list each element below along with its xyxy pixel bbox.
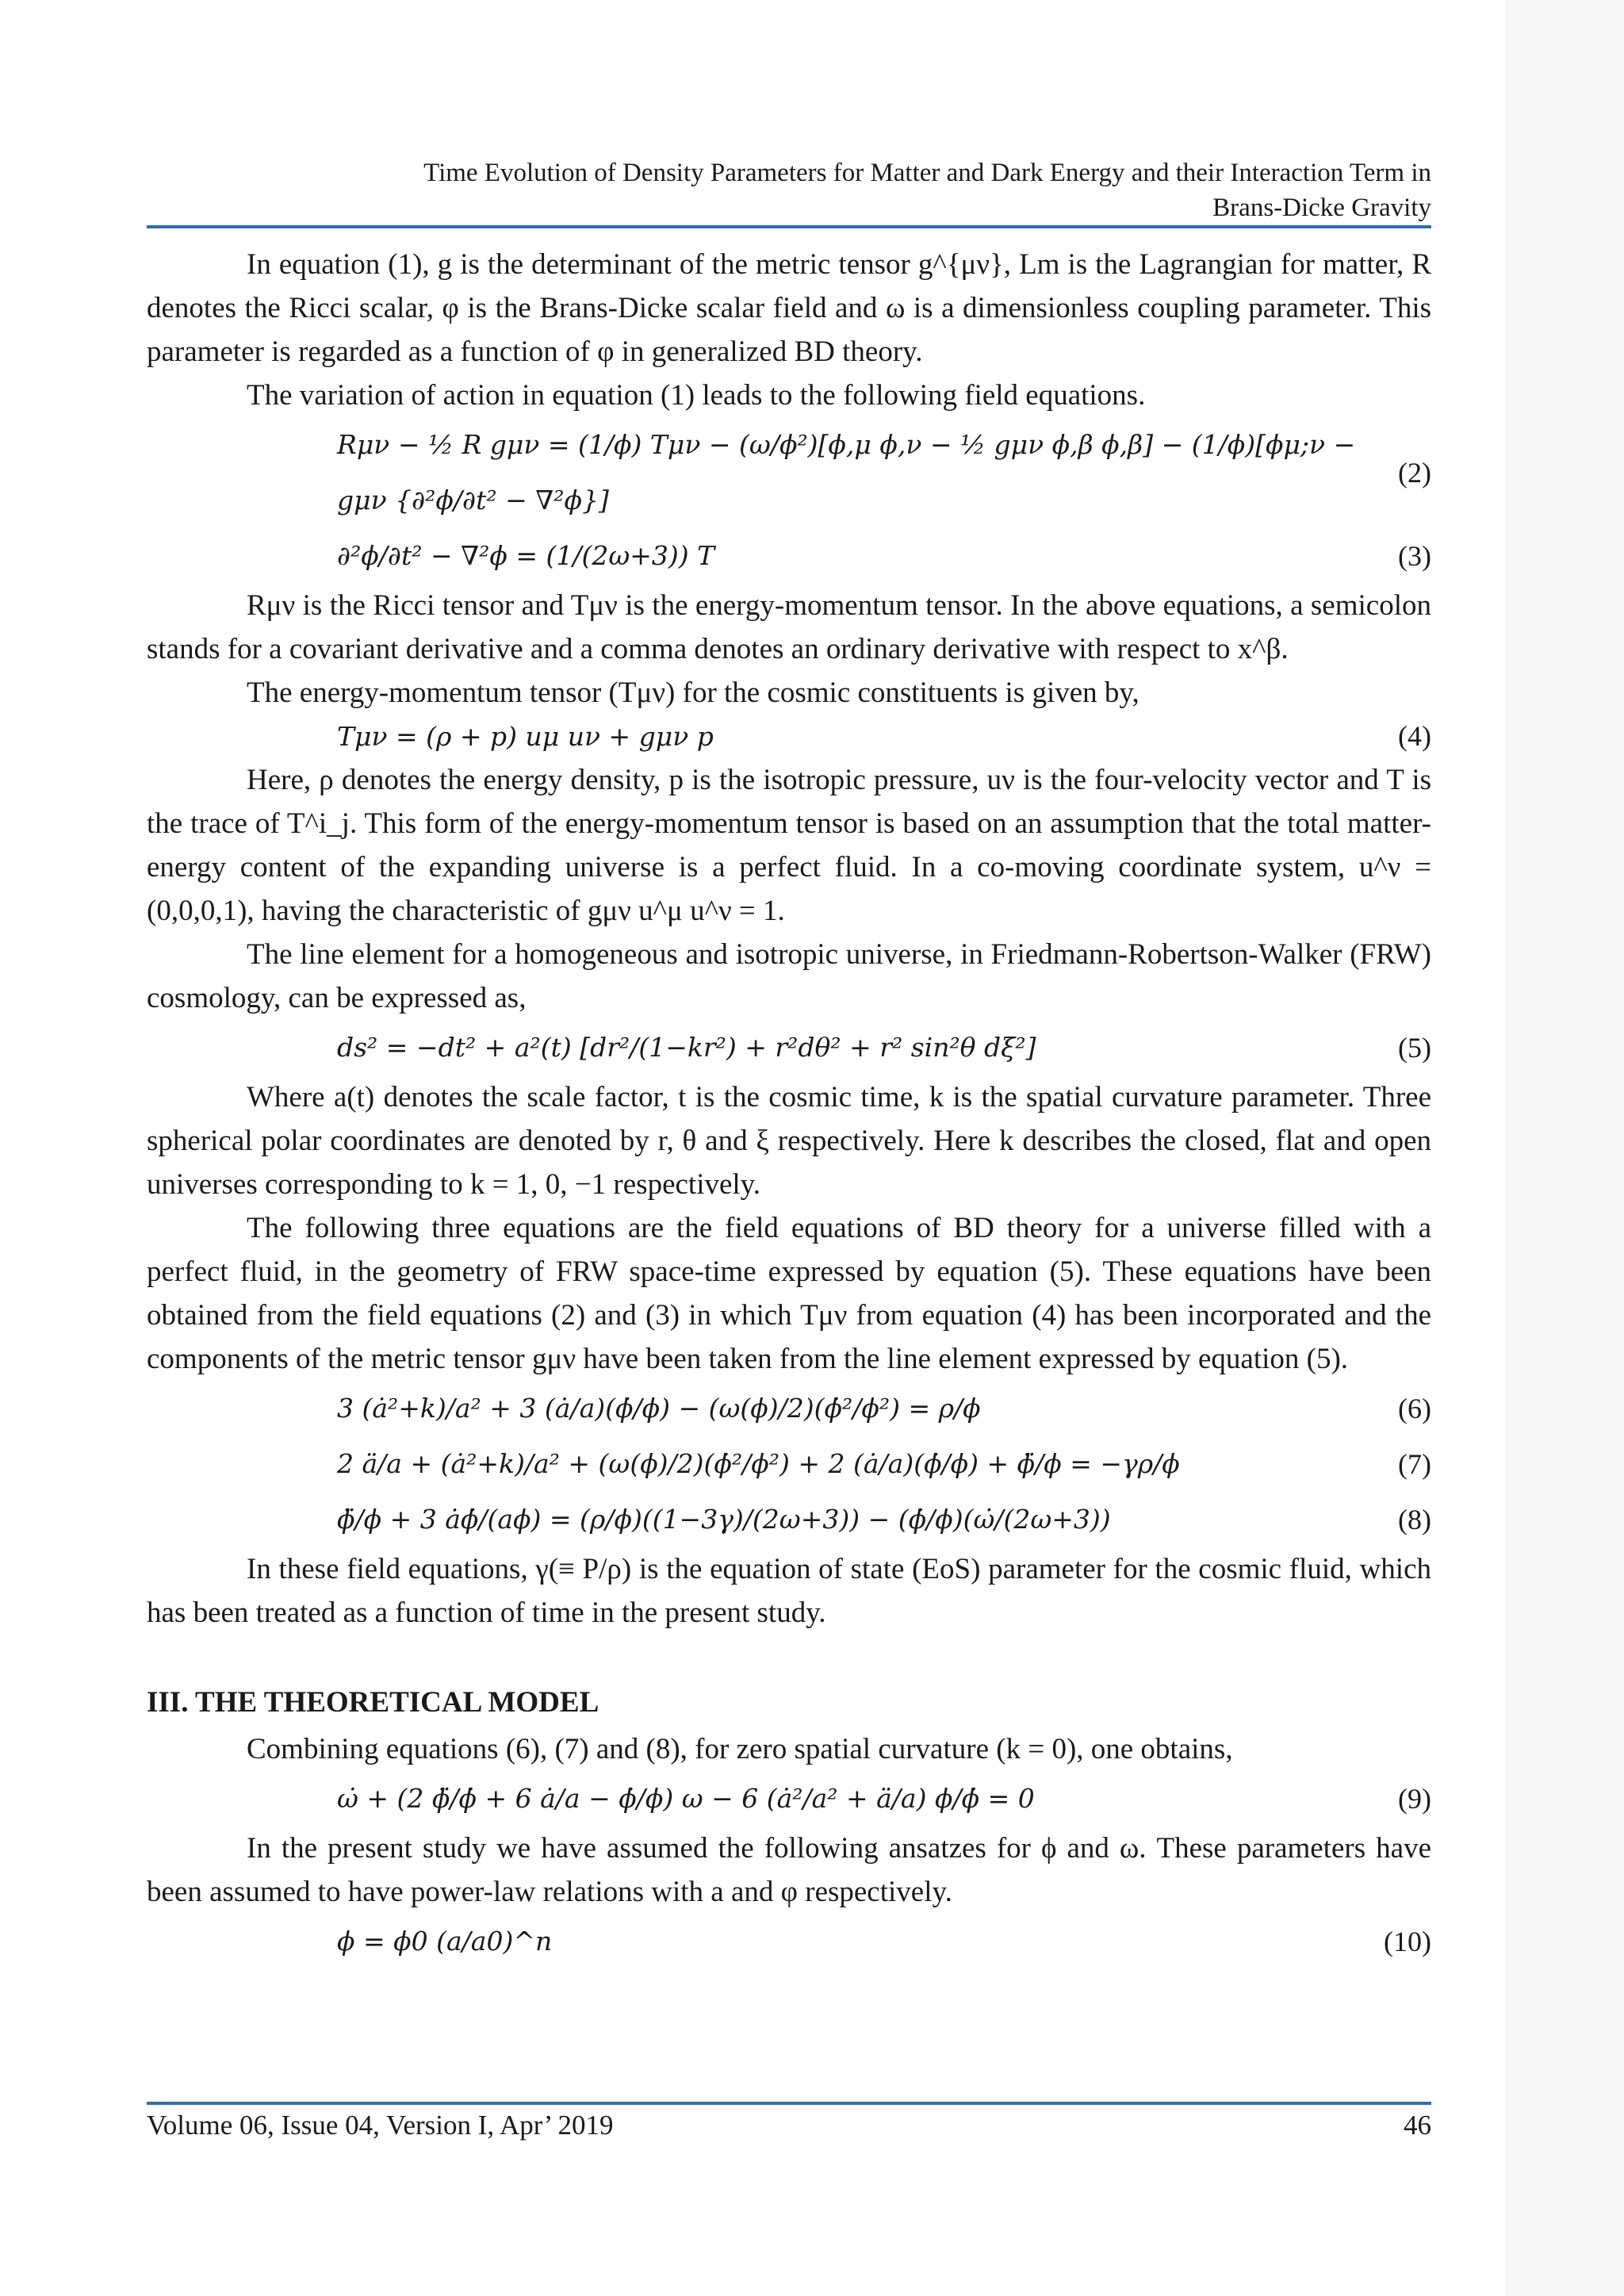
paragraph-4: The energy-momentum tensor (Tμν) for the cosmic constituents is given by, (247, 677, 1139, 709)
equation-6 (147, 1381, 1431, 1436)
equation-9-body: ω̇ + (2 ϕ̈/ϕ̇ + 6 ȧ/a − ϕ̇/ϕ) ω − 6 (ȧ²/a² + ä/a) ϕ/ϕ̇ = 0 (337, 1783, 1035, 1814)
equation-4-body: Tμν = (ρ + p) uμ uν + gμν p (337, 721, 714, 752)
paragraph-6: The line element for a homogeneous and isotropic universe, in Friedmann-Robertson-Walker (FRW) cosmology, can be expressed as, (147, 938, 1431, 1014)
page-edge-shadow (1505, 0, 1624, 2296)
equation-4 (147, 715, 1431, 758)
paragraph-1: In equation (1), g is the determinant of the metric tensor g^{μν}, Lm is the Lagrangian for matter, R denotes the Ricci scalar, φ is the Brans-Dicke scalar field and ω is a dimensionless coupling parameter. This parameter is regarded as a function of φ in generalized BD theory. (147, 248, 1431, 368)
equation-8 (147, 1492, 1431, 1547)
running-header (147, 155, 1431, 225)
footer-page-number: 46 (1404, 2110, 1431, 2141)
equation-5 (147, 1020, 1431, 1075)
equation-9 (147, 1771, 1431, 1826)
equation-7-number: (7) (1398, 1448, 1431, 1480)
equation-2 (147, 417, 1431, 528)
equation-10-number: (10) (1384, 1926, 1431, 1957)
equation-7-body: 2 ä/a + (ȧ²+k)/a² + (ω(ϕ)/2)(ϕ̇²/ϕ²) + 2 (ȧ/a)(ϕ̇/ϕ) + ϕ̈/ϕ = −γρ/ϕ (337, 1448, 1180, 1479)
header-divider (147, 225, 1431, 228)
equation-4-number: (4) (1398, 720, 1431, 752)
equation-10-body: ϕ = ϕ0 (a/a0)^n (337, 1926, 553, 1957)
paragraph-5: Here, ρ denotes the energy density, p is the isotropic pressure, uν is the four-velocity vector and T is the trace of T^i_j. This form of the energy-momentum tensor is based on an assumption that the total matter-energy content of the expanding universe is a perfect fluid. In a co-moving coordinate system, u^ν = (0,0,0,1), having the characteristic of gμν u^μ u^ν = 1. (147, 764, 1431, 927)
equation-6-body: 3 (ȧ²+k)/a² + 3 (ȧ/a)(ϕ̇/ϕ) − (ω(ϕ)/2)(ϕ̇²/ϕ²) = ρ/ϕ (337, 1393, 981, 1424)
equation-2-body: Rμν − ½ R gμν = (1/ϕ) Tμν − (ω/ϕ²)[ϕ,μ ϕ,ν − ½ gμν ϕ,β ϕ,β] − (1/ϕ)[ϕμ;ν − gμν {∂²ϕ/∂t² − ∇²ϕ}] (337, 429, 1356, 516)
equation-10 (147, 1914, 1431, 1969)
equation-8-number: (8) (1398, 1504, 1431, 1535)
paragraph-11: In the present study we have assumed the following ansatzes for ϕ and ω. These parameters have been assumed to have power-law relations with a and φ respectively. (147, 1832, 1431, 1908)
paragraph-9: In these field equations, γ(≡ P/ρ) is the equation of state (EoS) parameter for the cosmic fluid, which has been treated as a function of time in the present study. (147, 1553, 1431, 1629)
equation-3-body: ∂²ϕ/∂t² − ∇²ϕ = (1/(2ω+3)) T (337, 540, 715, 571)
equation-2-number: (2) (1398, 457, 1431, 489)
running-title-line2: Brans-Dicke Gravity (1212, 194, 1431, 222)
paragraph-8: The following three equations are the field equations of BD theory for a universe filled with a perfect fluid, in the geometry of FRW space-time expressed by equation (5). These equations have been obtained from the field equations (2) and (3) in which Tμν from equation (4) has been incorporated and the components of the metric tensor gμν have been taken from the line element expressed by equation (5). (147, 1212, 1431, 1375)
footer-divider (147, 2102, 1431, 2105)
equation-3-number: (3) (1398, 540, 1431, 572)
equation-8-body: ϕ̈/ϕ + 3 ȧϕ̇/(aϕ) = (ρ/ϕ)((1−3γ)/(2ω+3)) − (ϕ̇/ϕ)(ω̇/(2ω+3)) (337, 1504, 1111, 1535)
equation-5-number: (5) (1398, 1032, 1431, 1064)
equation-7 (147, 1436, 1431, 1492)
equation-9-number: (9) (1398, 1783, 1431, 1815)
running-title-line1: Time Evolution of Density Parameters for Matter and Dark Energy and their Interaction Term in (423, 159, 1431, 187)
paragraph-2: The variation of action in equation (1) leads to the following field equations. (247, 379, 1146, 412)
section-heading: III. THE THEORETICAL MODEL (147, 1686, 599, 1719)
equation-3 (147, 528, 1431, 584)
equation-5-body: ds² = −dt² + a²(t) [dr²/(1−kr²) + r²dθ² + r² sin²θ dξ²] (337, 1032, 1036, 1063)
paragraph-10: Combining equations (6), (7) and (8), for zero spatial curvature (k = 0), one obtains, (247, 1733, 1233, 1765)
paragraph-3: Rμν is the Ricci tensor and Tμν is the energy-momentum tensor. In the above equations, a semicolon stands for a covariant derivative and a comma denotes an ordinary derivative with respect to x^β. (147, 589, 1431, 665)
paragraph-7: Where a(t) denotes the scale factor, t is the cosmic time, k is the spatial curvature parameter. Three spherical polar coordinates are denoted by r, θ and ξ respectively. Here k describes the closed, flat and open universes corresponding to k = 1, 0, −1 respectively. (147, 1081, 1431, 1201)
equation-6-number: (6) (1398, 1393, 1431, 1424)
main-text (147, 243, 1431, 1969)
footer-volume-info: Volume 06, Issue 04, Version I, Apr’ 2019 (147, 2110, 614, 2141)
